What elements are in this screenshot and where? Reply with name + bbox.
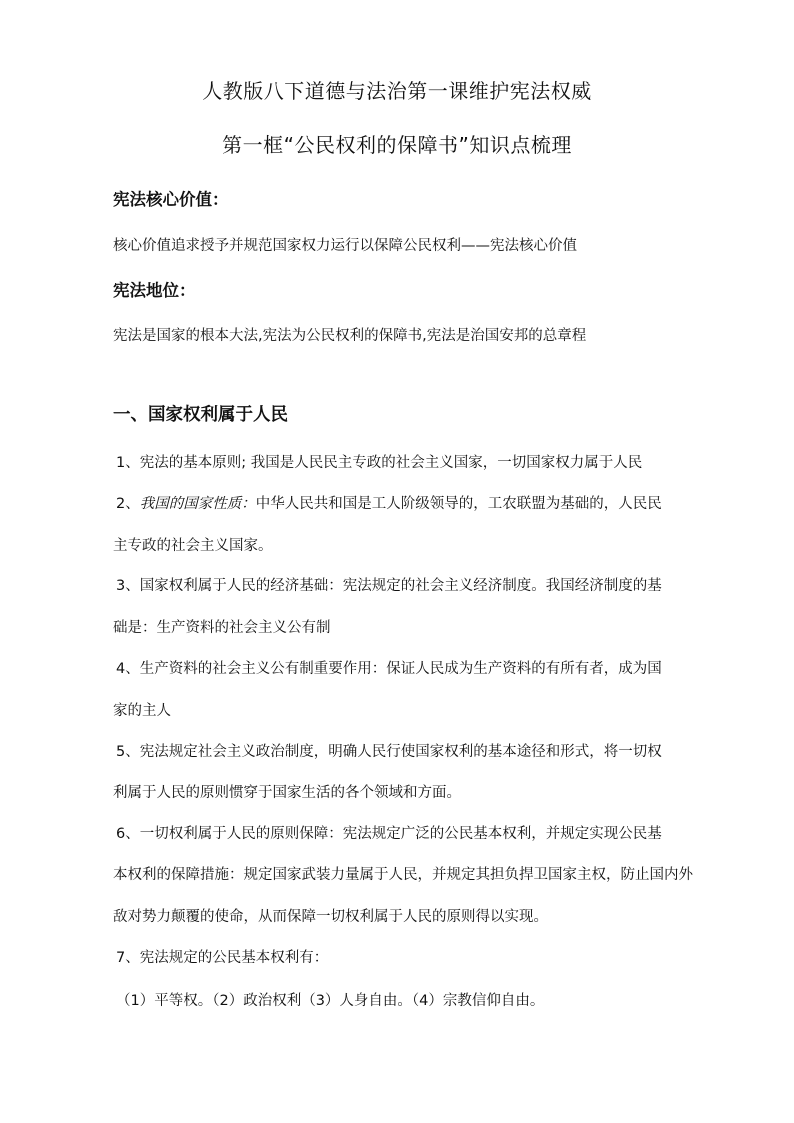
list-item-2-number: 2、 <box>116 496 140 512</box>
list-item-5-line-1: 5、宪法规定社会主义政治制度，明确人民行使国家权利的基本途径和形式，将一切权 <box>116 744 662 760</box>
section-heading-status: 宪法地位： <box>113 281 196 300</box>
list-item-2-emphasis: 我国的国家性质： <box>139 496 256 512</box>
list-item-7: 7、宪法规定的公民基本权利有： <box>116 950 329 966</box>
list-item-3-line-2: 础是：生产资料的社会主义公有制 <box>113 620 331 636</box>
list-item-2-line-2: 主专政的社会主义国家。 <box>113 538 273 554</box>
section-text-core-value: 核心价值追求授予并规范国家权力运行以保障公民权利——宪法核心价值 <box>113 238 577 254</box>
list-item-5-line-2: 利属于人民的原则惯穿于国家生活的各个领域和方面。 <box>113 785 461 801</box>
document-subtitle: 第一框“公民权利的保障书”知识点梳理 <box>222 133 572 157</box>
list-item-2-text: 中华人民共和国是工人阶级领导的，工农联盟为基础的，人民民 <box>255 496 662 512</box>
list-item-1: 1、宪法的基本原则; 我国是人民民主专政的社会主义国家，一切国家权力属于人民 <box>116 455 643 471</box>
document-title: 人教版八下道德与法治第一课维护宪法权威 <box>202 79 592 103</box>
list-item-6-line-1: 6、一切权利属于人民的原则保障：宪法规定广泛的公民基本权利，并规定实现公民基 <box>116 826 662 842</box>
section-text-status: 宪法是国家的根本大法,宪法为公民权利的保障书,宪法是治国安邦的总章程 <box>113 328 587 344</box>
list-item-6-line-2: 本权利的保障措施：规定国家武装力量属于人民，并规定其担负捍卫国家主权，防止国内外 <box>113 867 693 883</box>
list-item-4-line-2: 家的主人 <box>113 703 171 719</box>
rights-list: （1）平等权。（2）政治权利（3）人身自由。（4）宗教信仰自由。 <box>116 993 545 1009</box>
section-heading-core-value: 宪法核心价值： <box>113 190 229 209</box>
part-heading-1: 一、国家权利属于人民 <box>113 405 288 425</box>
list-item-3-line-1: 3、国家权利属于人民的经济基础：宪法规定的社会主义经济制度。我国经济制度的基 <box>116 578 662 594</box>
list-item-2-line-1 <box>116 493 716 515</box>
list-item-4-line-1: 4、生产资料的社会主义公有制重要作用：保证人民成为生产资料的有所有者，成为国 <box>116 661 662 677</box>
list-item-6-line-3: 敌对势力颠覆的使命，从而保障一切权利属于人民的原则得以实现。 <box>113 909 548 925</box>
